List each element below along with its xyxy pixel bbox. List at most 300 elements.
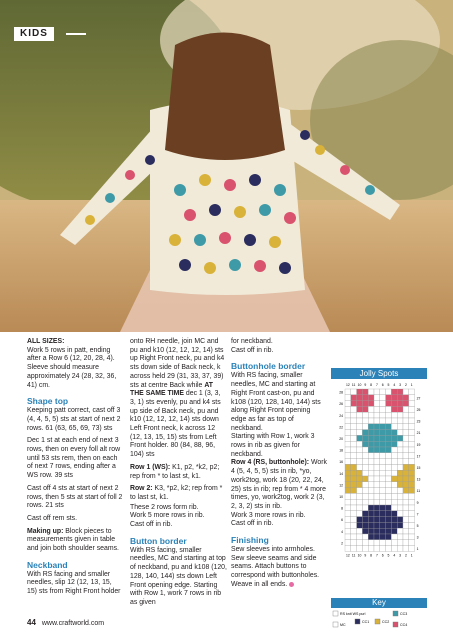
chart-cell	[357, 447, 363, 453]
chart-cell	[409, 441, 415, 447]
chart-cell	[345, 406, 351, 412]
chart-cell	[362, 546, 368, 552]
chart-cell	[362, 470, 368, 476]
chart-cell	[362, 424, 368, 430]
chart-cell	[351, 476, 357, 482]
chart-cell	[409, 412, 415, 418]
chart-cell	[362, 493, 368, 499]
buttonhole-heading: Buttonhole border	[231, 361, 306, 372]
chart-cell	[409, 488, 415, 494]
chart-cell	[386, 528, 392, 534]
chart-cell	[351, 459, 357, 465]
chart-cell	[345, 488, 351, 494]
chart-cell	[386, 482, 392, 488]
chart-cell	[374, 534, 380, 540]
chart-cell	[409, 459, 415, 465]
chart-cell	[368, 389, 374, 395]
chart-cell	[391, 522, 397, 528]
chart-row-number: 22	[339, 425, 343, 430]
chart-cell	[351, 488, 357, 494]
shape-top-text-2: Dec 1 st at each end of next 3 rows, then on every foll alt row until 53 sts rem, then on each of next 7 rows, ending after a WS row. 39 sts	[27, 437, 121, 480]
chart-col-number-bottom: 4	[393, 553, 396, 558]
chart-cell	[368, 406, 374, 412]
chart-cell	[362, 441, 368, 447]
chart-cell	[368, 464, 374, 470]
chart-cell	[403, 522, 409, 528]
chart-cell	[368, 424, 374, 430]
chart-cell	[374, 406, 380, 412]
all-sizes-text: Work 5 rows in patt, ending after a Row 6 (12, 20, 28, 4). Sleeve should measure approximately 24 (28, 32, 36, 41) cm.	[27, 346, 117, 389]
chart-cell	[345, 430, 351, 436]
chart-cell	[397, 395, 403, 401]
key-swatch	[375, 619, 380, 624]
chart-cell	[368, 401, 374, 407]
chart-cell	[403, 441, 409, 447]
chart-cell	[409, 401, 415, 407]
chart-cell	[351, 435, 357, 441]
chart-cell	[345, 470, 351, 476]
chart-cell	[362, 395, 368, 401]
chart-cell	[368, 511, 374, 517]
chart-cell	[374, 528, 380, 534]
chart-cell	[403, 534, 409, 540]
chart-cell	[409, 499, 415, 505]
chart-cell	[409, 517, 415, 523]
chart-cell	[351, 522, 357, 528]
chart-cell	[409, 424, 415, 430]
chart-cell	[391, 534, 397, 540]
chart-cell	[391, 389, 397, 395]
chart-cell	[357, 430, 363, 436]
chart-cell	[380, 401, 386, 407]
chart-cell	[345, 505, 351, 511]
chart-cell	[374, 389, 380, 395]
chart-cell	[362, 464, 368, 470]
chart-cell	[397, 406, 403, 412]
chart-cell	[380, 488, 386, 494]
key-label: CC4	[400, 623, 408, 628]
chart-row-number: 13	[416, 477, 421, 482]
chart-cell	[357, 540, 363, 546]
chart-cell	[357, 464, 363, 470]
chart-cell	[362, 499, 368, 505]
chart-cell	[362, 505, 368, 511]
chart-cell	[380, 424, 386, 430]
chart-cell	[351, 430, 357, 436]
chart-col-number: 11	[351, 383, 356, 387]
chart-cell	[391, 470, 397, 476]
chart-cell	[397, 401, 403, 407]
chart-cell	[391, 517, 397, 523]
chart-cell	[380, 395, 386, 401]
chart-cell	[403, 546, 409, 552]
chart-cell	[403, 424, 409, 430]
chart-cell	[397, 441, 403, 447]
chart-cell	[380, 441, 386, 447]
chart-cell	[345, 395, 351, 401]
finishing-text: Sew sleeves into armholes. Sew sleeve seams and side seams. Attach buttons to correspond with buttonholes. Weave in all ends.	[231, 546, 320, 588]
more-rows-rib: Work 3 more rows in rib.	[231, 511, 306, 519]
chart-cell	[362, 517, 368, 523]
chart-cell	[362, 540, 368, 546]
chart-row-number: 25	[416, 408, 421, 412]
chart-cell	[386, 395, 392, 401]
chart-row-number: 15	[416, 466, 421, 470]
chart-cell	[397, 453, 403, 459]
chart-cell	[368, 540, 374, 546]
chart-cell	[345, 441, 351, 447]
chart-cell	[397, 517, 403, 523]
row2-label: Row 2:	[130, 485, 153, 493]
chart-cell	[391, 546, 397, 552]
chart-cell	[409, 540, 415, 546]
chart-cell	[386, 447, 392, 453]
chart-cell	[351, 517, 357, 523]
chart-cell	[368, 499, 374, 505]
key-swatch	[393, 611, 398, 616]
chart-col-number: 12	[346, 383, 350, 387]
key-label: CC2	[382, 620, 390, 625]
chart-cell	[386, 441, 392, 447]
chart-cell	[380, 464, 386, 470]
chart-cell	[351, 395, 357, 401]
chart-cell	[374, 482, 380, 488]
chart-cell	[345, 412, 351, 418]
chart-row-number: 1	[416, 547, 419, 552]
chart-cell	[374, 488, 380, 494]
chart-cell	[357, 424, 363, 430]
chart-cell	[380, 418, 386, 424]
chart-cell	[391, 482, 397, 488]
chart-cell	[403, 430, 409, 436]
chart-cell	[391, 447, 397, 453]
chart-cell	[380, 499, 386, 505]
chart-cell	[374, 505, 380, 511]
chart-cell	[403, 389, 409, 395]
chart-cell	[374, 511, 380, 517]
chart-cell	[368, 528, 374, 534]
key-label: CC1	[362, 620, 370, 625]
chart-cell	[368, 418, 374, 424]
chart-col-number: 1	[410, 383, 413, 387]
finishing-heading: Finishing	[231, 535, 269, 546]
chart-cell	[357, 517, 363, 523]
chart-cell	[403, 435, 409, 441]
chart-row-number: 26	[339, 402, 343, 407]
chart-cell	[391, 424, 397, 430]
chart-cell	[386, 511, 392, 517]
chart-cell	[397, 505, 403, 511]
chart-cell	[391, 493, 397, 499]
chart-cell	[397, 464, 403, 470]
chart-cell	[362, 418, 368, 424]
chart-cell	[357, 493, 363, 499]
chart-cell	[380, 540, 386, 546]
chart-cell	[397, 430, 403, 436]
chart-cell	[403, 459, 409, 465]
chart-cell	[409, 418, 415, 424]
chart-cell	[397, 546, 403, 552]
chart-row-number: 21	[416, 431, 421, 436]
chart-cell	[374, 464, 380, 470]
chart-cell	[362, 453, 368, 459]
chart-cell	[380, 389, 386, 395]
chart-cell	[386, 488, 392, 494]
chart-row-number: 8	[341, 506, 343, 511]
chart-cell	[357, 470, 363, 476]
neckband-cont-2: dec 1 (3, 3, 3, 1) sts evenly, pu and k4 sts up side of Back neck, pu and k10 (12, 12, 12, 14) sts down Left Front neck, k across 12 (12, 13, 15, 15) sts from Left Front holder. 80 (84, 88, 96, 104) sts	[130, 390, 221, 459]
chart-cell	[351, 511, 357, 517]
chart-cell	[351, 453, 357, 459]
chart-cell	[409, 546, 415, 552]
chart-cell	[409, 482, 415, 488]
chart-cell	[374, 435, 380, 441]
chart-key	[331, 608, 427, 632]
chart-cell	[374, 499, 380, 505]
chart-row-number: 6	[341, 518, 343, 523]
key-swatch	[333, 622, 338, 627]
chart-cell	[391, 435, 397, 441]
chart-cell	[362, 482, 368, 488]
chart-row-number: 28	[339, 390, 343, 395]
chart-cell	[368, 482, 374, 488]
all-sizes-heading: ALL SIZES:	[27, 338, 65, 345]
chart-cell	[386, 476, 392, 482]
chart-cell	[351, 401, 357, 407]
chart-cell	[368, 493, 374, 499]
chart-cell	[357, 499, 363, 505]
chart-cell	[357, 505, 363, 511]
chart-cell	[386, 406, 392, 412]
key-swatch	[333, 611, 338, 616]
chart-col-number-bottom: 12	[346, 553, 350, 558]
chart-col-number-bottom: 9	[364, 553, 367, 558]
chart-cell	[351, 528, 357, 534]
chart-cell	[368, 517, 374, 523]
chart-cell	[391, 406, 397, 412]
chart-cell	[362, 511, 368, 517]
chart-cell	[351, 389, 357, 395]
making-up-heading: Making up:	[27, 527, 64, 535]
chart-cell	[368, 546, 374, 552]
chart-cell	[386, 453, 392, 459]
chart-cell	[409, 406, 415, 412]
chart-cell	[357, 482, 363, 488]
chart-cell	[403, 540, 409, 546]
row2-text: K3, *p2, k2; rep from * to last st, k1.	[130, 485, 223, 501]
making-up-text: Block pieces to measurements given in table and join both shoulder seams.	[27, 527, 119, 553]
chart-cell	[386, 499, 392, 505]
shape-top-text-3: Cast off 4 sts at start of next 2 rows, then 5 sts at start of foll 2 rows. 21 sts	[27, 484, 123, 510]
text-column-1	[27, 338, 123, 601]
button-border-heading: Button border	[130, 535, 187, 546]
chart-cell	[351, 412, 357, 418]
chart-cell	[368, 476, 374, 482]
chart-cell	[397, 424, 403, 430]
chart-cell	[351, 482, 357, 488]
chart-cell	[362, 459, 368, 465]
chart-cell	[374, 430, 380, 436]
chart-cell	[357, 389, 363, 395]
chart-cell	[345, 540, 351, 546]
chart-cell	[374, 453, 380, 459]
chart-row-number: 12	[339, 483, 343, 488]
chart-cell	[357, 534, 363, 540]
chart-cell	[357, 412, 363, 418]
chart-cell	[391, 511, 397, 517]
chart-cell	[374, 546, 380, 552]
section-tag: KIDS	[14, 27, 54, 41]
chart-cell	[409, 389, 415, 395]
chart-col-number-bottom: 5	[387, 553, 390, 558]
chart-cell	[409, 528, 415, 534]
row1-label: Row 1 (WS):	[130, 463, 171, 471]
chart-cell	[386, 459, 392, 465]
chart-cell	[374, 476, 380, 482]
chart-cell	[397, 534, 403, 540]
jolly-spots-chart	[331, 368, 427, 637]
chart-cell	[380, 470, 386, 476]
more-rows-text: Work 5 more rows in rib.	[130, 512, 205, 520]
chart-cell	[403, 464, 409, 470]
chart-col-number-bottom: 6	[381, 553, 384, 558]
chart-cell	[386, 424, 392, 430]
chart-cell	[362, 488, 368, 494]
chart-cell	[357, 546, 363, 552]
chart-cell	[374, 522, 380, 528]
site-url: www.craftworld.com	[41, 620, 105, 627]
chart-cell	[362, 406, 368, 412]
chart-cell	[409, 395, 415, 401]
chart-cell	[351, 418, 357, 424]
chart-cell	[409, 493, 415, 499]
chart-cell	[391, 459, 397, 465]
chart-cell	[397, 412, 403, 418]
chart-cell	[386, 546, 392, 552]
chart-cell	[386, 540, 392, 546]
chart-cell	[397, 470, 403, 476]
chart-cell	[374, 517, 380, 523]
chart-cell	[386, 522, 392, 528]
chart-cell	[362, 430, 368, 436]
cast-off-text: Cast off in rib.	[130, 521, 173, 529]
at-same-time: AT THE SAME TIME	[130, 381, 213, 398]
chart-cell	[409, 470, 415, 476]
chart-cell	[391, 528, 397, 534]
chart-cell	[351, 464, 357, 470]
text-column-3	[231, 338, 327, 594]
chart-cell	[386, 470, 392, 476]
chart-cell	[345, 418, 351, 424]
chart-cell	[362, 435, 368, 441]
chart-cell	[357, 395, 363, 401]
chart-cell	[345, 534, 351, 540]
row4-label: Row 4 (RS, buttonhole):	[231, 459, 310, 467]
chart-cell	[374, 493, 380, 499]
neckband-end: for neckband.	[231, 338, 273, 345]
chart-cell	[391, 430, 397, 436]
chart-cell	[403, 447, 409, 453]
chart-cell	[368, 534, 374, 540]
chart-cell	[397, 528, 403, 534]
row4-text: Work 4 (5, 4, 5, 5) sts in rib, *yo, work2tog, work 18 (20, 22, 24, 25) sts in rib; rep from * 4 more times, yo, work2tog, work 2 (3, 2, 3, 2) sts in rib.	[231, 459, 327, 510]
chart-cell	[351, 447, 357, 453]
chart-cell	[386, 464, 392, 470]
chart-cell	[397, 459, 403, 465]
chart-cell	[368, 441, 374, 447]
chart-cell	[386, 534, 392, 540]
chart-cell	[391, 395, 397, 401]
chart-cell	[397, 447, 403, 453]
chart-cell	[391, 412, 397, 418]
buttonhole-text-2: Starting with Row 1, work 3 rows in rib as given for neckband.	[231, 433, 315, 458]
chart-cell	[374, 470, 380, 476]
cast-off-rib-2: Cast off in rib.	[231, 520, 274, 528]
chart-cell	[380, 534, 386, 540]
chart-row-number: 19	[416, 442, 421, 447]
chart-cell	[345, 459, 351, 465]
chart-cell	[362, 528, 368, 534]
chart-cell	[391, 453, 397, 459]
chart-cell	[357, 435, 363, 441]
chart-cell	[403, 493, 409, 499]
chart-col-number-bottom: 1	[410, 553, 413, 558]
neckband-text: With RS facing and smaller needles, slip 12 (12, 13, 15, 15) sts from Right Front holder	[27, 570, 121, 596]
chart-cell	[403, 395, 409, 401]
chart-cell	[357, 459, 363, 465]
neckband-heading: Neckband	[27, 559, 68, 570]
chart-col-number-bottom: 3	[399, 553, 402, 558]
rib-text: These 2 rows form rib.	[130, 503, 199, 511]
chart-cell	[345, 482, 351, 488]
chart-cell	[391, 464, 397, 470]
chart-col-number: 8	[370, 383, 373, 387]
chart-cell	[380, 459, 386, 465]
chart-cell	[397, 488, 403, 494]
chart-cell	[345, 464, 351, 470]
buttonhole-text: With RS facing, smaller needles, MC and starting at Right Front cast-on, pu and k108 (120, 128, 140, 144) sts along Right Front opening edge as far as top of neckband.	[231, 372, 321, 432]
chart-cell	[403, 412, 409, 418]
chart-cell	[391, 499, 397, 505]
chart-cell	[362, 522, 368, 528]
chart-cell	[380, 453, 386, 459]
chart-row-number: 10	[339, 495, 343, 499]
chart-cell	[362, 447, 368, 453]
chart-cell	[380, 447, 386, 453]
chart-row-number: 24	[339, 413, 343, 418]
chart-cell	[357, 418, 363, 424]
chart-row-number: 4	[341, 529, 343, 534]
chart-cell	[380, 511, 386, 517]
chart-title: Jolly Spots	[331, 368, 427, 379]
chart-cell	[391, 441, 397, 447]
chart-cell	[380, 435, 386, 441]
chart-cell	[397, 389, 403, 395]
button-border-text: With RS facing, smaller needles, MC and starting at top of neckband, pu and k108 (120, 128, 140, 144) sts down Left Front opening edge. Starting with Row 1, work 7 rows in rib as given	[130, 546, 227, 606]
chart-cell	[403, 482, 409, 488]
chart-cell	[409, 447, 415, 453]
chart-col-number: 4	[393, 383, 396, 387]
chart-cell	[362, 476, 368, 482]
chart-cell	[368, 470, 374, 476]
chart-cell	[368, 435, 374, 441]
chart-cell	[345, 493, 351, 499]
chart-col-number: 6	[381, 383, 384, 387]
chart-cell	[397, 418, 403, 424]
chart-cell	[362, 401, 368, 407]
chart-row-number: 16	[339, 460, 343, 465]
chart-cell	[345, 447, 351, 453]
